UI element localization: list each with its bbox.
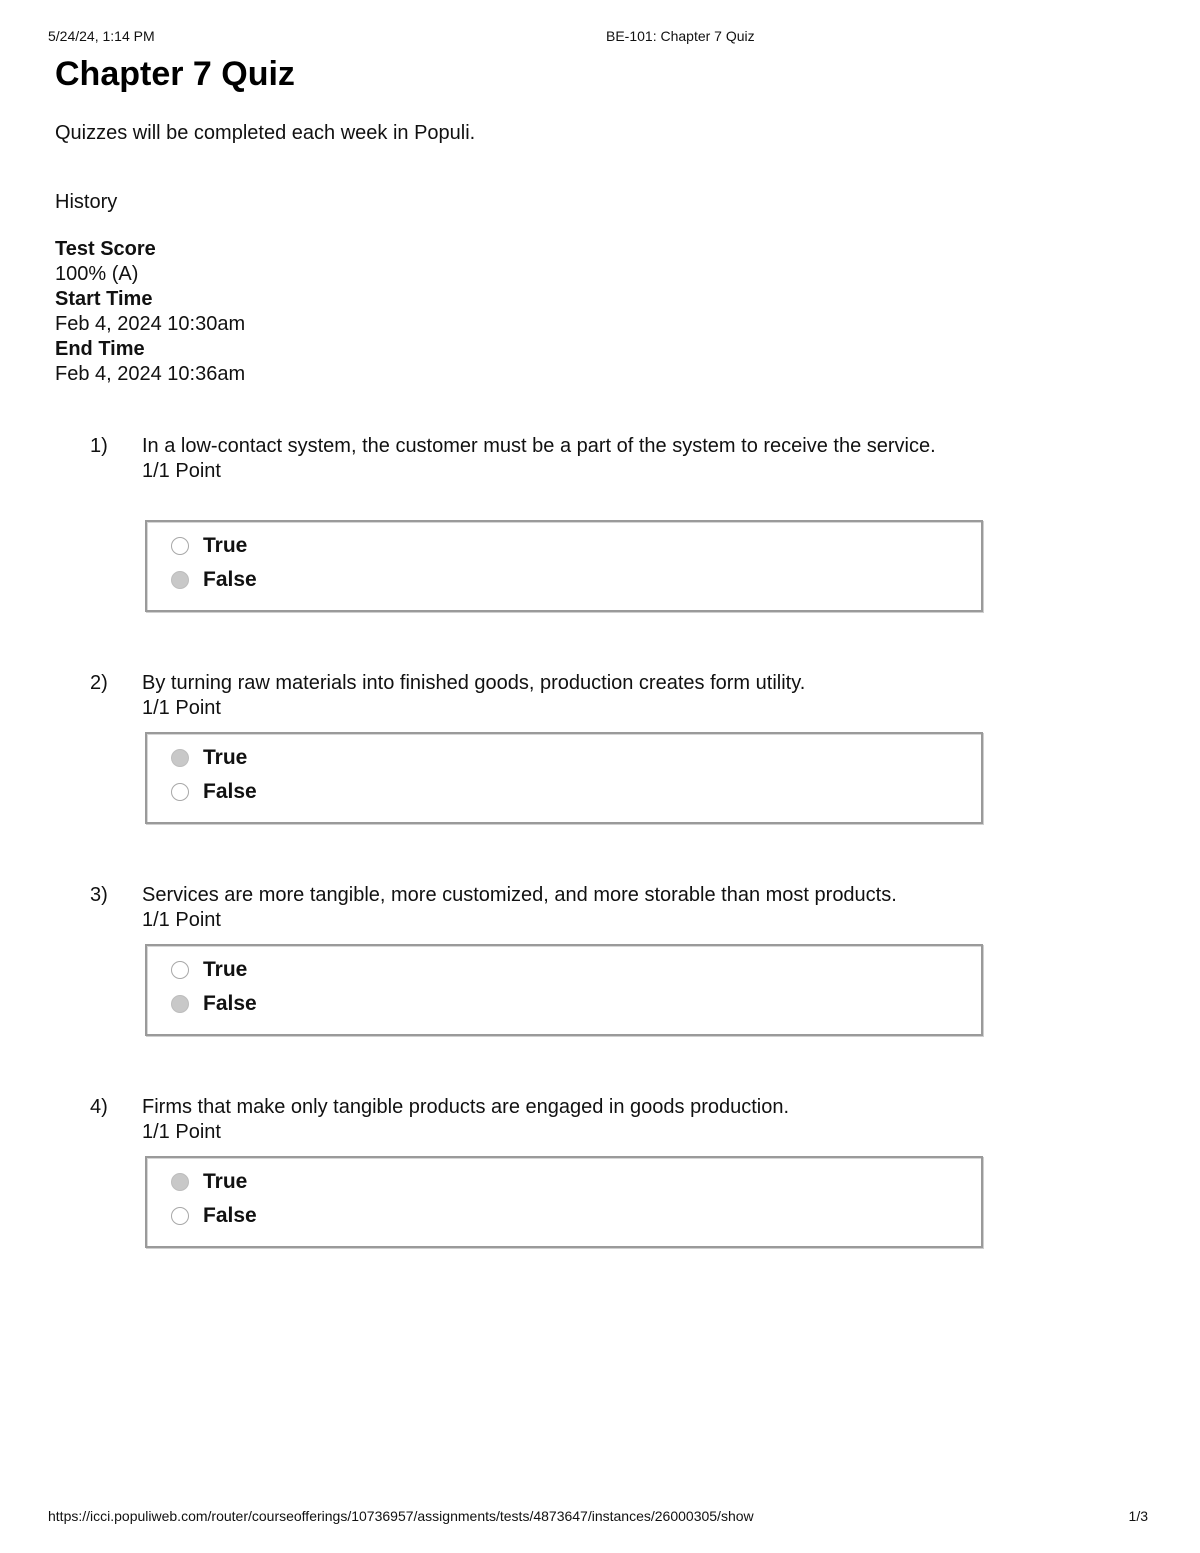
end-time-value: Feb 4, 2024 10:36am — [55, 363, 246, 385]
question-text-block — [142, 671, 962, 721]
radio-icon[interactable] — [171, 961, 189, 979]
option-label: False — [203, 568, 257, 591]
question-text-block — [142, 883, 1042, 933]
answer-options — [145, 1156, 983, 1248]
radio-icon[interactable] — [171, 537, 189, 555]
quiz-content — [55, 52, 1055, 1227]
option-label: False — [203, 1204, 257, 1227]
answer-options — [145, 732, 983, 824]
option-false[interactable] — [171, 779, 257, 805]
print-doc-title: BE-101: Chapter 7 Quiz — [606, 28, 755, 44]
question-points: 1/1 Point — [142, 460, 221, 482]
start-time-label: Start Time — [55, 288, 153, 310]
history-link[interactable]: History — [55, 191, 118, 213]
radio-icon[interactable] — [171, 783, 189, 801]
question-prompt: In a low-contact system, the customer must be a part of the system to receive the service. — [142, 435, 936, 457]
page-number: 1/3 — [1128, 1508, 1148, 1524]
option-false[interactable] — [171, 1203, 257, 1229]
answer-options — [145, 944, 983, 1036]
page-title: Chapter 7 Quiz — [55, 55, 295, 93]
option-label: True — [203, 746, 248, 769]
print-date: 5/24/24, 1:14 PM — [48, 28, 155, 44]
quiz-summary — [55, 237, 1055, 387]
answer-options — [145, 520, 983, 612]
option-true[interactable] — [171, 1169, 247, 1195]
end-time-label: End Time — [55, 338, 145, 360]
question-points: 1/1 Point — [142, 909, 221, 931]
option-label: False — [203, 780, 257, 803]
radio-icon[interactable] — [171, 995, 189, 1013]
question-points: 1/1 Point — [142, 1121, 221, 1143]
option-true[interactable] — [171, 745, 247, 771]
option-true[interactable] — [171, 533, 247, 559]
question-number: 4) — [90, 1096, 108, 1118]
question-points: 1/1 Point — [142, 697, 221, 719]
start-time-value: Feb 4, 2024 10:30am — [55, 313, 246, 335]
radio-icon[interactable] — [171, 1173, 189, 1191]
test-score-value: 100% (A) — [55, 263, 139, 285]
question-text-block — [142, 1095, 962, 1145]
page-url: https://icci.populiweb.com/router/courseofferings/10736957/assignments/tests/4873647/instances/26000305/show — [48, 1508, 754, 1524]
option-false[interactable] — [171, 567, 257, 593]
option-false[interactable] — [171, 991, 257, 1017]
question-prompt: By turning raw materials into finished goods, production creates form utility. — [142, 672, 806, 694]
radio-icon[interactable] — [171, 749, 189, 767]
option-label: True — [203, 1170, 248, 1193]
question-text-block — [142, 434, 962, 484]
question-number: 3) — [90, 884, 108, 906]
radio-icon[interactable] — [171, 1207, 189, 1225]
question-prompt: Services are more tangible, more customized, and more storable than most products. — [142, 884, 897, 906]
radio-icon[interactable] — [171, 571, 189, 589]
option-label: False — [203, 992, 257, 1015]
question-number: 2) — [90, 672, 108, 694]
quiz-intro: Quizzes will be completed each week in Populi. — [55, 122, 476, 144]
option-label: True — [203, 958, 248, 981]
option-true[interactable] — [171, 957, 247, 983]
print-header — [48, 28, 1152, 48]
question-prompt: Firms that make only tangible products are engaged in goods production. — [142, 1096, 790, 1118]
question-number: 1) — [90, 435, 108, 457]
option-label: True — [203, 534, 248, 557]
test-score-label: Test Score — [55, 238, 156, 260]
